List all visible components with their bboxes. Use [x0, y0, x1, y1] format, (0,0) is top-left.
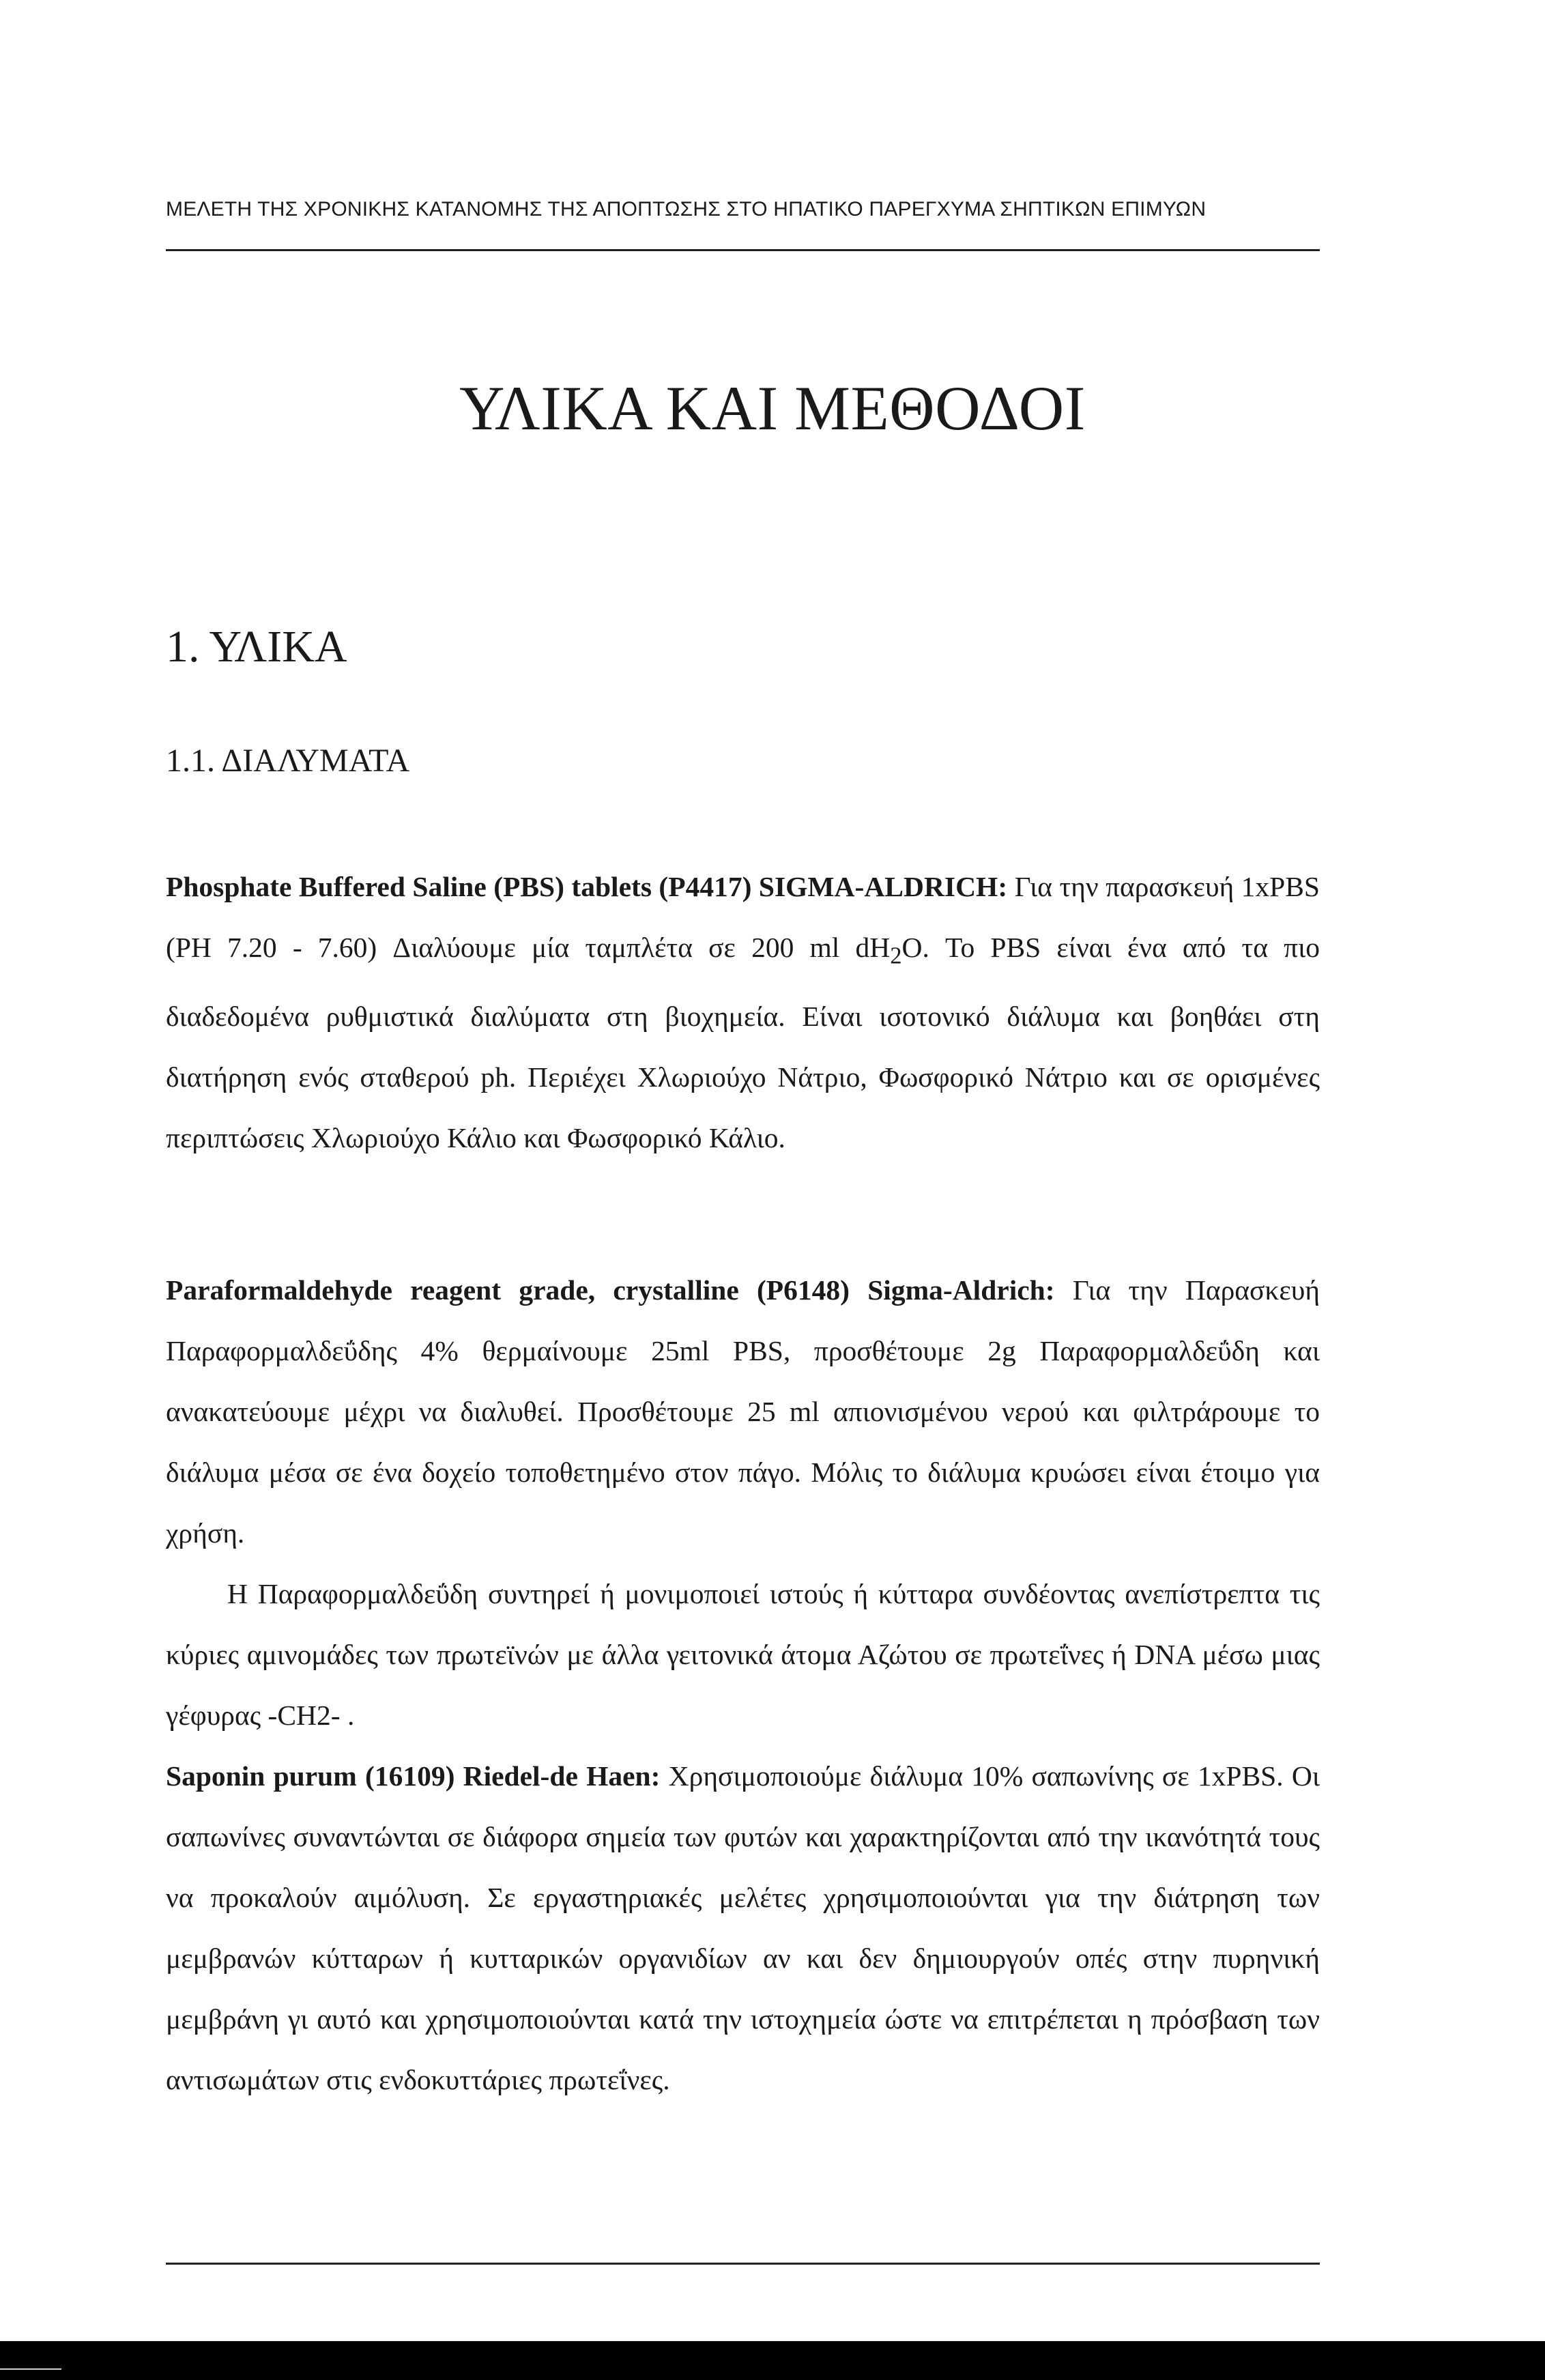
reagent-name-paraformaldehyde: Paraformaldehyde reagent grade, crystalline (P6148) Sigma-Aldrich:: [166, 1274, 1055, 1306]
paragraph-pbs: [166, 857, 1320, 1169]
paragraph-paraformaldehyde: [166, 1260, 1320, 1746]
subsection-title: 1.1. ΔΙΑΛΥΜΑΤΑ: [166, 743, 410, 779]
section-title: 1. ΥΛΙΚΑ: [166, 622, 347, 672]
paragraph-paraformaldehyde-text-2: Η Παραφορμαλδεΰδη συντηρεί ή μονιμοποιεί ιστούς ή κύτταρα συνδέοντας ανεπίστρεπτα τις κύριες αμινομάδες των πρωτεϊνών με άλλα γειτονικά άτομα Αζώτου σε πρωτεΐνες ή DNA μέσω μιας γέφυρας -CH2- .: [166, 1578, 1320, 1731]
paragraph-saponin-text: Χρησιμοποιούμε διάλυμα 10% σαπωνίνης σε 1xPBS. Οι σαπωνίνες συναντώνται σε διάφορα σημεία των φυτών και χαρακτηρίζονται από την ικανότητά τους να προκαλούν αιμόλυση. Σε εργαστηριακές μελέτες χρησιμοποιούνται για την διάτρηση των μεμβρανών κύτταρων ή κυτταρικών οργανιδίων αν και δεν δημιουργούν οπές στην πυρηνική μεμβράνη γι αυτό και χρησιμοποιούνται κατά την ιστοχημεία ώστε να επιτρέπεται η πρόσβαση των αντισωμάτων στις ενδοκυττάριες πρωτεΐνες.: [166, 1760, 1320, 2095]
paragraph-saponin: [166, 1746, 1320, 2110]
reagent-name-pbs: Phosphate Buffered Saline (PBS) tablets (P4417) SIGMA-ALDRICH:: [166, 871, 1008, 902]
paragraph-pbs-text-b: O. Το PBS είναι ένα από τα πιο διαδεδομένα ρυθμιστικά διαλύματα στη βιοχημεία. Είναι ισοτονικό διάλυμα και βοηθάει στη διατήρηση ενός σταθερού ph. Περιέχει Χλωριούχο Νάτριο, Φωσφορικό Νάτριο και σε ορισμένες περιπτώσεις Χλωριούχο Κάλιο και Φωσφορικό Κάλιο.: [166, 932, 1320, 1154]
header-rule: [166, 249, 1320, 251]
footer-rule: [166, 2263, 1320, 2265]
running-header: ΜΕΛΕΤΗ ΤΗΣ ΧΡΟΝΙΚΗΣ ΚΑΤΑΝΟΜΗΣ ΤΗΣ ΑΠΟΠΤΩΣΗΣ ΣΤΟ ΗΠΑΤΙΚΟ ΠΑΡΕΓΧΥΜΑ ΣΗΠΤΙΚΩΝ ΕΠΙΜΥΩΝ: [166, 198, 1207, 220]
paragraph-paraformaldehyde-text: Για την Παρασκευή Παραφορμαλδεΰδης 4% θερμαίνουμε 25ml PBS, προσθέτουμε 2g Παραφορμαλδεΰδη και ανακατεύουμε μέχρι να διαλυθεί. Προσθέτουμε 25 ml απιονισμένου νερού και φιλτράρουμε το διάλυμα μέσα σε ένα δοχείο τοποθετημένο στον πάγο. Μόλις το διάλυμα κρυώσει είναι έτοιμο για χρήση.: [166, 1274, 1320, 1549]
chapter-title: ΥΛΙΚΑ ΚΑΙ ΜΕΘΟΔΟΙ: [459, 373, 1086, 443]
scan-mark: [0, 2368, 61, 2370]
reagent-name-saponin: Saponin purum (16109) Riedel-de Haen:: [166, 1760, 661, 1792]
paragraph-pbs-subscript: 2: [890, 943, 902, 969]
scan-border: [0, 2341, 1545, 2380]
paragraph-pbs-text-a: Για την παρασκευή 1xPBS (PH 7.20 - 7.60) Διαλύουμε μία ταμπλέτα σε 200 ml dH: [166, 871, 1320, 963]
